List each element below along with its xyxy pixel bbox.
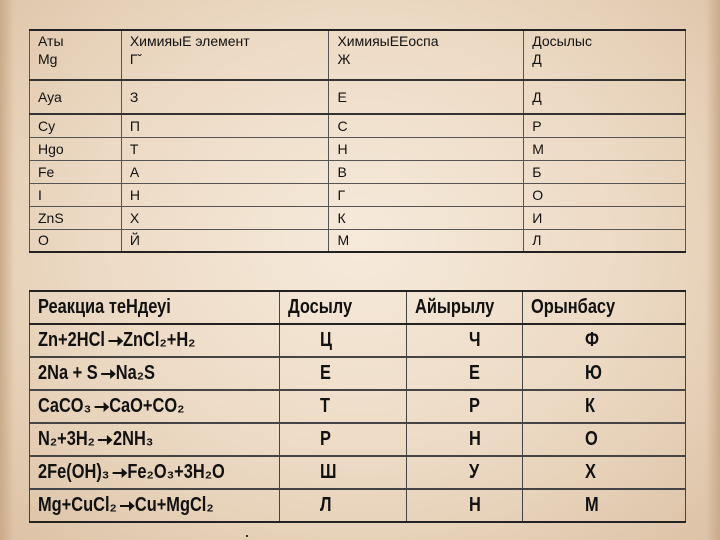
letter-cell: Е [406, 357, 523, 390]
table-row [30, 357, 686, 390]
cell: ZnS [30, 206, 122, 229]
cell: В [329, 160, 524, 183]
reaction-equation [30, 390, 280, 423]
letter-cell: Х [523, 456, 686, 489]
cell: А [121, 160, 329, 183]
letter-cell: Р [279, 423, 406, 456]
reactants: N₂+3H₂ [38, 428, 95, 450]
cell: М [524, 137, 686, 160]
letter-cell: Т [279, 390, 406, 423]
letter-cell: Н [406, 423, 523, 456]
reactants: CaCO₃ [38, 395, 92, 417]
header-name: Аты [30, 30, 122, 51]
letter-cell: Л [279, 489, 406, 522]
cell: Н [121, 183, 329, 206]
products: Na₂S [115, 362, 155, 384]
products: Fe₂O₃+3H₂O [127, 461, 225, 483]
letter-cell: Ш [279, 456, 406, 489]
cell: Fe [30, 160, 122, 183]
table-row [30, 137, 686, 160]
products: Cu+MgCl₂ [134, 494, 214, 516]
cell: Б [524, 160, 686, 183]
letter-cell: Н [406, 489, 523, 522]
arrow-right-icon [101, 373, 114, 375]
table-row [30, 390, 686, 423]
header-substitution: Орынбасу [523, 291, 686, 324]
header-combination: Досылу [279, 291, 406, 324]
cell: Е [329, 80, 524, 114]
reaction-equation [30, 423, 280, 456]
arrow-right-icon [108, 340, 121, 342]
slide-edge-left [0, 0, 14, 540]
header-decomposition: Айырылу [406, 291, 523, 324]
cell: Г [329, 183, 524, 206]
reactants: Zn+2HCl [38, 329, 105, 351]
table-row [30, 229, 686, 252]
table-row [30, 183, 686, 206]
cell: Н [329, 137, 524, 160]
cell: Л [524, 229, 686, 252]
letter-cell: О [523, 423, 686, 456]
table-row [30, 324, 686, 357]
table-header-row [30, 30, 686, 51]
cell: Mg [30, 51, 122, 80]
cell: З [121, 80, 329, 114]
cell: Й [121, 229, 329, 252]
cell: Р [524, 114, 686, 137]
cell: К [329, 206, 524, 229]
products: CaO+CO₂ [109, 395, 185, 417]
arrow-right-icon [120, 505, 133, 507]
cell: О [30, 229, 122, 252]
reaction-equation [30, 357, 280, 390]
reaction-equation [30, 324, 280, 357]
table-row [30, 114, 686, 137]
cell: О [524, 183, 686, 206]
cell: Су [30, 114, 122, 137]
letter-cell: М [523, 489, 686, 522]
table-row [30, 206, 686, 229]
cell: Д [524, 51, 686, 80]
arrow-right-icon [113, 472, 126, 474]
reactants: 2Na + S [38, 362, 98, 384]
cell: Ауа [30, 80, 122, 114]
letter-cell: К [523, 390, 686, 423]
cell: И [524, 206, 686, 229]
cell: Ж [329, 51, 524, 80]
cell: Hgo [30, 137, 122, 160]
reaction-equation [30, 456, 280, 489]
table-row [30, 456, 686, 489]
header-element: ХимияыЕ элемент [121, 30, 329, 51]
letter-cell: Ф [523, 324, 686, 357]
table-row [30, 489, 686, 522]
table-row [30, 423, 686, 456]
header-reaction: Реакциа теНдеуі [30, 291, 280, 324]
products: ZnCl₂+H₂ [123, 329, 196, 351]
letter-cell: Р [406, 390, 523, 423]
arrow-right-icon [98, 439, 111, 441]
table-row [30, 80, 686, 114]
reaction-equation [30, 489, 280, 522]
table-row [30, 160, 686, 183]
header-compound: ХимияыЕЕоспа [329, 30, 524, 51]
table-header-row [30, 291, 686, 324]
products: 2NH₃ [113, 428, 154, 450]
cell: Д [524, 80, 686, 114]
table-row [30, 51, 686, 80]
cell: I [30, 183, 122, 206]
elements-table [29, 29, 686, 253]
cell: М [329, 229, 524, 252]
reactions-table [29, 290, 686, 523]
slide-edge-right [706, 0, 720, 540]
stray-dot [246, 535, 248, 537]
letter-cell: Ц [279, 324, 406, 357]
letter-cell: Е [279, 357, 406, 390]
letter-cell: Ю [523, 357, 686, 390]
letter-cell: Ч [406, 324, 523, 357]
cell: Т [121, 137, 329, 160]
cell: Гˇ [121, 51, 329, 80]
cell: П [121, 114, 329, 137]
arrow-right-icon [94, 406, 107, 408]
reactants: 2Fe(OH)₃ [38, 461, 110, 483]
cell: С [329, 114, 524, 137]
letter-cell: У [406, 456, 523, 489]
header-mixture: Досылыс [524, 30, 686, 51]
cell: Х [121, 206, 329, 229]
reactants: Mg+CuCl₂ [38, 494, 117, 516]
